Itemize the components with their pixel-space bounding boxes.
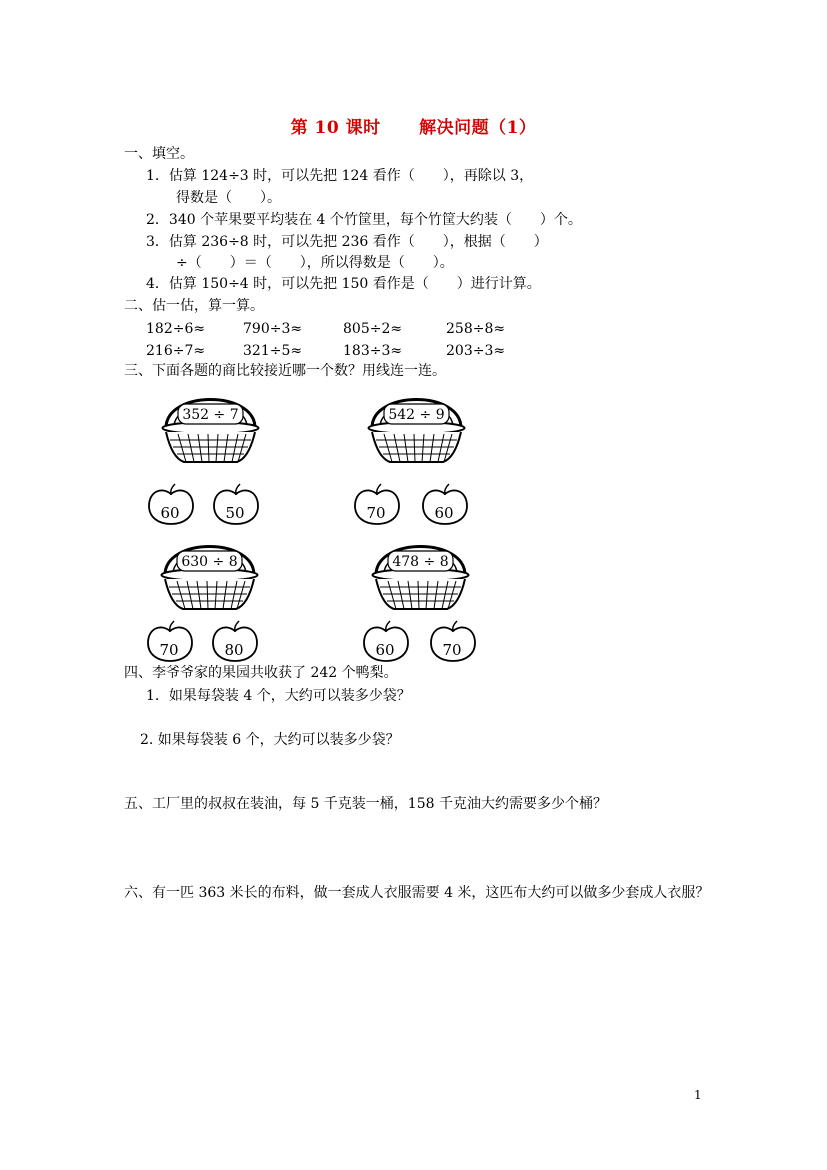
svg-text:60: 60 xyxy=(434,504,454,522)
section3-heading: 三、下面各题的商比较接近哪一个数？用线连一连。 xyxy=(124,363,446,379)
svg-text:80: 80 xyxy=(224,641,244,659)
estimate-item: 258÷8≈ xyxy=(446,321,506,337)
svg-text:70: 70 xyxy=(442,641,462,659)
word-problem-q1: 1．如果每袋装 4 个，大约可以装多少袋？ xyxy=(146,688,411,704)
basket-expression: 352 ÷ 7 xyxy=(182,407,239,423)
apple-option[interactable] xyxy=(428,620,478,662)
fill-blank-q4: 4．估算 150÷4 时，可以先把 150 看作是（ ）进行计算。 xyxy=(146,276,541,292)
svg-text:60: 60 xyxy=(160,504,180,522)
apple-option[interactable] xyxy=(420,483,470,525)
estimate-item: 183÷3≈ xyxy=(343,343,403,359)
estimate-item: 805÷2≈ xyxy=(343,321,403,337)
lesson-title: 第 10 课时 解决问题（1） xyxy=(290,118,537,138)
fill-blank-q1: 1．估算 124÷3 时，可以先把 124 看作（ ），再除以 3， xyxy=(146,168,534,184)
page-number: 1 xyxy=(694,1088,702,1102)
estimate-item: 216÷7≈ xyxy=(146,343,206,359)
basket-2 xyxy=(364,384,469,466)
estimate-item: 790÷3≈ xyxy=(243,321,303,337)
fill-blank-q1-cont: 得数是（ ）。 xyxy=(176,190,281,206)
basket-3 xyxy=(157,531,262,613)
section6-heading: 六、有一匹 363 米长的布料，做一套成人衣服需要 4 米，这匹布大约可以做多少套成人衣服？ xyxy=(124,885,710,901)
section2-heading: 二、估一估，算一算。 xyxy=(124,298,264,314)
fill-blank-q3-cont: ÷（ ）＝（ ），所以得数是（ ）。 xyxy=(176,255,454,271)
svg-text:70: 70 xyxy=(366,504,386,522)
estimate-item: 321÷5≈ xyxy=(243,343,303,359)
word-problem-q2: 2. 如果每袋装 6 个，大约可以装多少袋？ xyxy=(140,732,400,748)
fill-blank-q3: 3．估算 236÷8 时，可以先把 236 看作（ ），根据（ ） xyxy=(146,234,548,250)
svg-text:50: 50 xyxy=(225,504,245,522)
svg-text:70: 70 xyxy=(159,641,179,659)
basket-expression: 542 ÷ 9 xyxy=(388,407,445,423)
apple-option[interactable] xyxy=(145,620,195,662)
section4-heading: 四、李爷爷家的果园共收获了 242 个鸭梨。 xyxy=(124,665,398,681)
section1-heading: 一、填空。 xyxy=(124,146,194,162)
estimate-item: 203÷3≈ xyxy=(446,343,506,359)
estimate-item: 182÷6≈ xyxy=(146,321,206,337)
apple-option[interactable] xyxy=(146,483,196,525)
svg-text:60: 60 xyxy=(375,641,395,659)
apple-option[interactable] xyxy=(211,483,261,525)
basket-1 xyxy=(158,384,263,466)
basket-expression: 630 ÷ 8 xyxy=(181,554,238,570)
basket-4 xyxy=(368,531,473,613)
apple-option[interactable] xyxy=(210,620,260,662)
basket-expression: 478 ÷ 8 xyxy=(392,554,449,570)
fill-blank-q2: 2．340 个苹果要平均装在 4 个竹筐里，每个竹筐大约装（ ）个。 xyxy=(146,212,582,228)
section5-heading: 五、工厂里的叔叔在装油，每 5 千克装一桶，158 千克油大约需要多少个桶？ xyxy=(124,796,607,812)
apple-option[interactable] xyxy=(361,620,411,662)
apple-option[interactable] xyxy=(352,483,402,525)
